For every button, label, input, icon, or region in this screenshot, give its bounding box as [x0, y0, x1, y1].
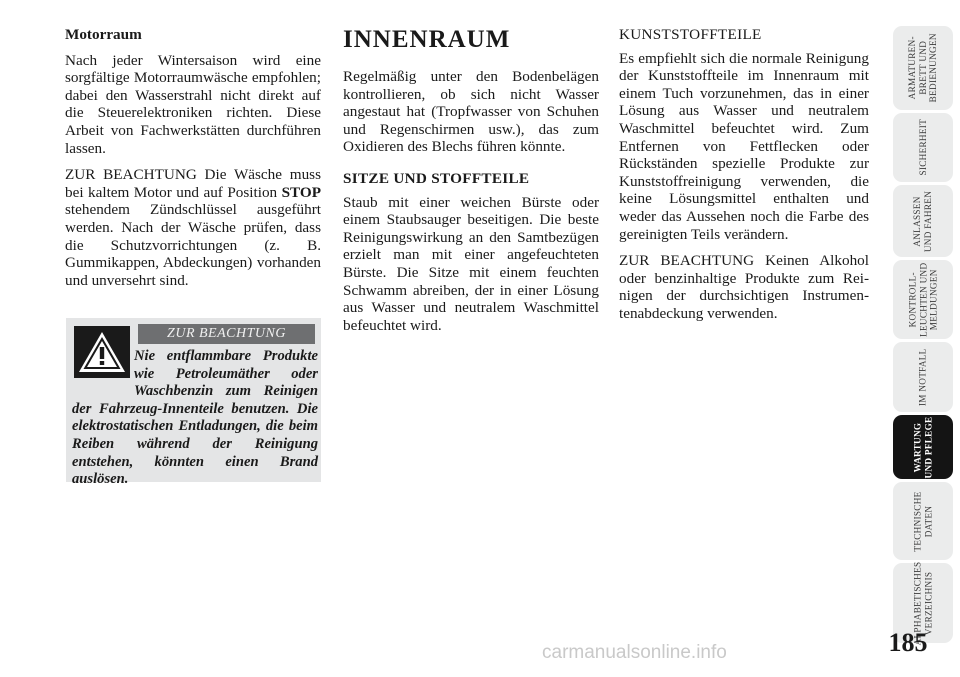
chapter-tab-label [913, 190, 934, 251]
chapter-tab-label-line: MELDUNGEN [928, 269, 939, 330]
chapter-tab-label-line: UND FAHREN [923, 190, 933, 252]
chapter-tab-label-line: ALPHABETISCHES [912, 561, 923, 645]
chapter-tab-label-line: KONTROLL- [907, 271, 918, 328]
paragraph: Regelmäßig unter den Bodenbelägen kontrollieren, ob sich nicht Wasser angestaut hat (Tropfwasser von Schuhen und Regenschirmen usw.), das zum Oxidieren des Blechs führen könnte. [343, 68, 599, 156]
stop-keyword: STOP [281, 183, 321, 201]
chapter-tab-label-line: LEUCHTEN UND [917, 262, 928, 337]
chapter-tab-label-line: ANLASSEN [912, 195, 923, 247]
column-left [65, 26, 321, 298]
chapter-tab[interactable] [893, 482, 953, 560]
chapter-tab-label-line: IM NOTFALL [917, 348, 928, 406]
chapter-tab-label-line: UND PFLEGE [923, 416, 933, 478]
chapter-tab-label-line: BEDIENUNGEN [928, 33, 939, 103]
note-text: stehendem Zündschlüssel ausgeführt werden. Nach der Wäsche prüfen, dass die Schutzvorrichtungen (z. B. Gummikappen, Abdeckungen) vorhanden und unversehrt sind. [65, 201, 321, 289]
chapter-tab-label-line: ARMATUREN- [907, 36, 918, 100]
chapter-tab-label-line: DATEN [923, 505, 934, 537]
chapter-tab-label-line: BRETT UND [917, 41, 928, 95]
chapter-tab[interactable] [893, 26, 953, 110]
paragraph-note [65, 166, 321, 289]
warning-text-block [72, 348, 318, 489]
chapter-tab[interactable] [893, 113, 953, 182]
chapter-tab-label-line: SICHERHEIT [917, 119, 928, 176]
chapter-tab[interactable] [893, 260, 953, 339]
chapter-tab[interactable] [893, 342, 953, 412]
paragraph-note: ZUR BEACHTUNG Keinen Alkohol oder benzinhaltige Produkte zum Reinigen der durchsichtigen Instrumentenabdeckung verwenden. [619, 252, 869, 322]
section-heading-kunststoffteile: KUNSTSTOFFTEILE [619, 26, 762, 43]
paragraph: Es empfiehlt sich die normale Reinigung der Kunststoffteile im Innenraum mit einem Tuch vorzunehmen, das in einer Lösung aus Wasser und neutralem Waschmittel befeuchtet wird. Zum Entfernen von Fettflecken oder Rückständen spezielle Produkte zur Kunststoffreinigung verwenden, die keine Lösungsmittel enthalten und weder das Aussehen noch die Farbe des gereinigten Teils verändern. [619, 49, 869, 243]
chapter-tab-label [913, 416, 934, 478]
chapter-tab-label [907, 33, 939, 102]
page-number: 185 [888, 628, 928, 657]
chapter-tab-label [913, 491, 934, 551]
section-heading-sitze: SITZE UND STOFFTEILE [343, 169, 530, 187]
chapter-tab-label-line: WARTUNG [912, 422, 923, 472]
chapter-tab[interactable] [893, 415, 953, 479]
chapter-tab-label-line: VERZEICHNIS [923, 571, 933, 635]
warning-text: Nie entflammbare Produkte wie Petroleumäther oder Waschbenzin zum Reinigen der Fahrzeug-Innenteile benutzen. Die elektrostatischen Entladungen, die beim Reiben während der Reinigung entstehen, könnten einen Brand auslösen. [72, 348, 318, 488]
watermark: carmanualsonline.info [542, 642, 727, 663]
warning-box [66, 318, 321, 488]
paragraph: Staub mit einer weichen Bürste oder einem Staubsauger beseitigen. Die beste Reinigungswirkung an den Samtbezügen erzielt man mit einer angefeuchteten Bürste. Die Sitze mit einem feuchten Schwamm abreiben, der in einer Lösung aus Wasser und neutralem Waschmittel befeuchtet wird. [343, 193, 599, 334]
paragraph: Nach jeder Wintersaison wird eine sorgfältige Motorraumwäsche empfohlen; dabei den Wasserstrahl nicht direkt auf die Steuerelektroniken richten. Diese Arbeit von Fachwerkstätten durchführen lassen. [65, 51, 321, 157]
chapter-tab-label [918, 348, 929, 406]
note-text: ZUR BEACHTUNG Die Wäsche muss bei kaltem Motor und auf Position [65, 166, 321, 201]
chapter-tab[interactable] [893, 185, 953, 257]
chapter-tab-label [907, 262, 939, 336]
chapter-tab-label [918, 119, 929, 176]
section-heading-motorraum: Motorraum [65, 26, 142, 43]
column-right [619, 26, 869, 332]
page-title: INNENRAUM [343, 26, 511, 53]
warning-title: ZUR BEACHTUNG [138, 324, 315, 344]
column-middle [343, 26, 599, 343]
chapter-tab-label-line: TECHNISCHE [912, 490, 923, 552]
